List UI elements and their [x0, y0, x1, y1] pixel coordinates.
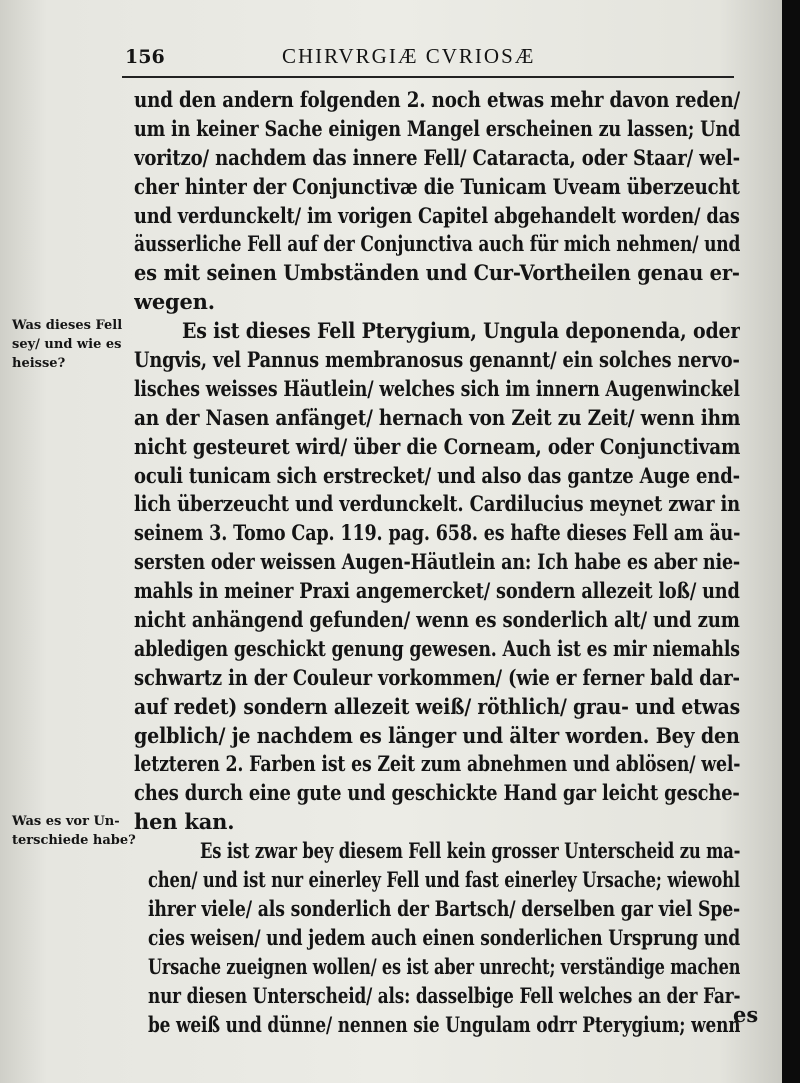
text-line: an der Nasen anfänget/ hernach von Zeit zu Zeit/ wenn ihm: [134, 404, 740, 430]
text-line: und verdunckelt/ im vorigen Capitel abgehandelt worden/ das: [134, 202, 740, 228]
text-line: Ungvis, vel Pannus membranosus genannt/ ein solches nervo-: [134, 347, 740, 373]
margin-note-line: heisse?: [12, 356, 66, 371]
text-line: äusserliche Fell auf der Conjunctiva auch für mich nehmen/ und: [134, 231, 740, 257]
text-line: auf redet) sondern allezeit weiß/ röthlich/ grau- und etwas: [134, 693, 740, 719]
text-line: letzteren 2. Farben ist es Zeit zum abnehmen und ablösen/ wel-: [134, 751, 740, 777]
text-line: gelblich/ je nachdem es länger und älter worden. Bey den: [134, 722, 740, 748]
text-line: und den andern folgenden 2. noch etwas mehr davon reden/: [134, 87, 740, 112]
text-line: lisches weisses Häutlein/ welches sich im innern Augenwinckel: [134, 375, 740, 401]
margin-note-line: Was es vor Un-: [12, 814, 120, 829]
text-line: sersten oder weissen Augen-Häutlein an: Ich habe es aber nie-: [134, 549, 740, 575]
text-line: oculi tunicam sich erstrecket/ und also das gantze Auge end-: [134, 462, 740, 488]
text-line: voritzo/ nachdem das innere Fell/ Cataracta, oder Staar/ wel-: [134, 144, 740, 170]
text-line: nur diesen Unterscheid/ als: dasselbige Fell welches an der Far-: [148, 982, 740, 1008]
text-line: Es ist dieses Fell Pterygium, Ungula deponenda, oder: [182, 318, 740, 344]
text-line: nicht gesteuret wird/ über die Corneam, oder Conjunctivam: [134, 433, 740, 459]
paragraph-1: [134, 86, 740, 317]
margin-note-line: Was dieses Fell: [12, 318, 123, 333]
text-line: cies weisen/ und jedem auch einen sonderlichen Ursprung und: [148, 924, 740, 950]
text-line: Es ist zwar bey diesem Fell kein grosser Unterscheid zu ma-: [200, 838, 740, 864]
text-line: Ursache zueignen wollen/ es ist aber unrecht; verständige machen: [148, 953, 740, 979]
text-line: schwartz in der Couleur vorkommen/ (wie er ferner bald dar-: [134, 664, 740, 690]
text-line: be weiß und dünne/ nennen sie Ungulam odrr Pterygium; wenn: [148, 1011, 740, 1037]
margin-note-line: sey/ und wie es: [12, 337, 122, 352]
margin-note-1: [12, 316, 138, 373]
header-rule: [122, 76, 734, 78]
text-line: ihrer viele/ als sonderlich der Bartsch/ derselben gar viel Spe-: [148, 895, 740, 921]
text-line: seinem 3. Tomo Cap. 119. pag. 658. es hafte dieses Fell am äu-: [134, 520, 740, 546]
paragraph-3: [134, 837, 740, 1039]
text-line: um in keiner Sache einigen Mangel erscheinen zu lassen; Und: [134, 115, 740, 141]
text-line: cher hinter der Conjunctivæ die Tunicam Uveam überzeucht: [134, 173, 740, 199]
text-line: chen/ und ist nur einerley Fell und fast einerley Ursache; wiewohl: [148, 867, 740, 893]
text-line: hen kan.: [134, 809, 235, 835]
margin-note-line: terschiede habe?: [12, 833, 136, 848]
page-number: 156: [125, 46, 165, 68]
text-line: abledigen geschickt genung gewesen. Auch ist es mir niemahls: [134, 635, 740, 661]
text-line: es mit seinen Umbständen und Cur-Vortheilen genau er-: [134, 260, 740, 286]
running-title: CHIRVRGIÆ CVRIOSÆ: [282, 44, 536, 68]
text-line: wegen.: [134, 289, 215, 315]
margin-note-2: [12, 812, 138, 850]
paragraph-2: [134, 317, 740, 837]
text-line: lich überzeucht und verdunckelt. Cardilucius meynet zwar in: [134, 491, 740, 517]
text-line: mahls in meiner Praxi angemercket/ sondern allezeit loß/ und: [134, 578, 740, 604]
catchword: es: [733, 1002, 759, 1027]
text-line: nicht anhängend gefunden/ wenn es sonderlich alt/ und zum: [134, 607, 740, 633]
page-edge-shadow: [782, 0, 800, 1083]
text-line: ches durch eine gute und geschickte Hand gar leicht gesche-: [134, 780, 740, 806]
main-text-block: [134, 86, 740, 1039]
